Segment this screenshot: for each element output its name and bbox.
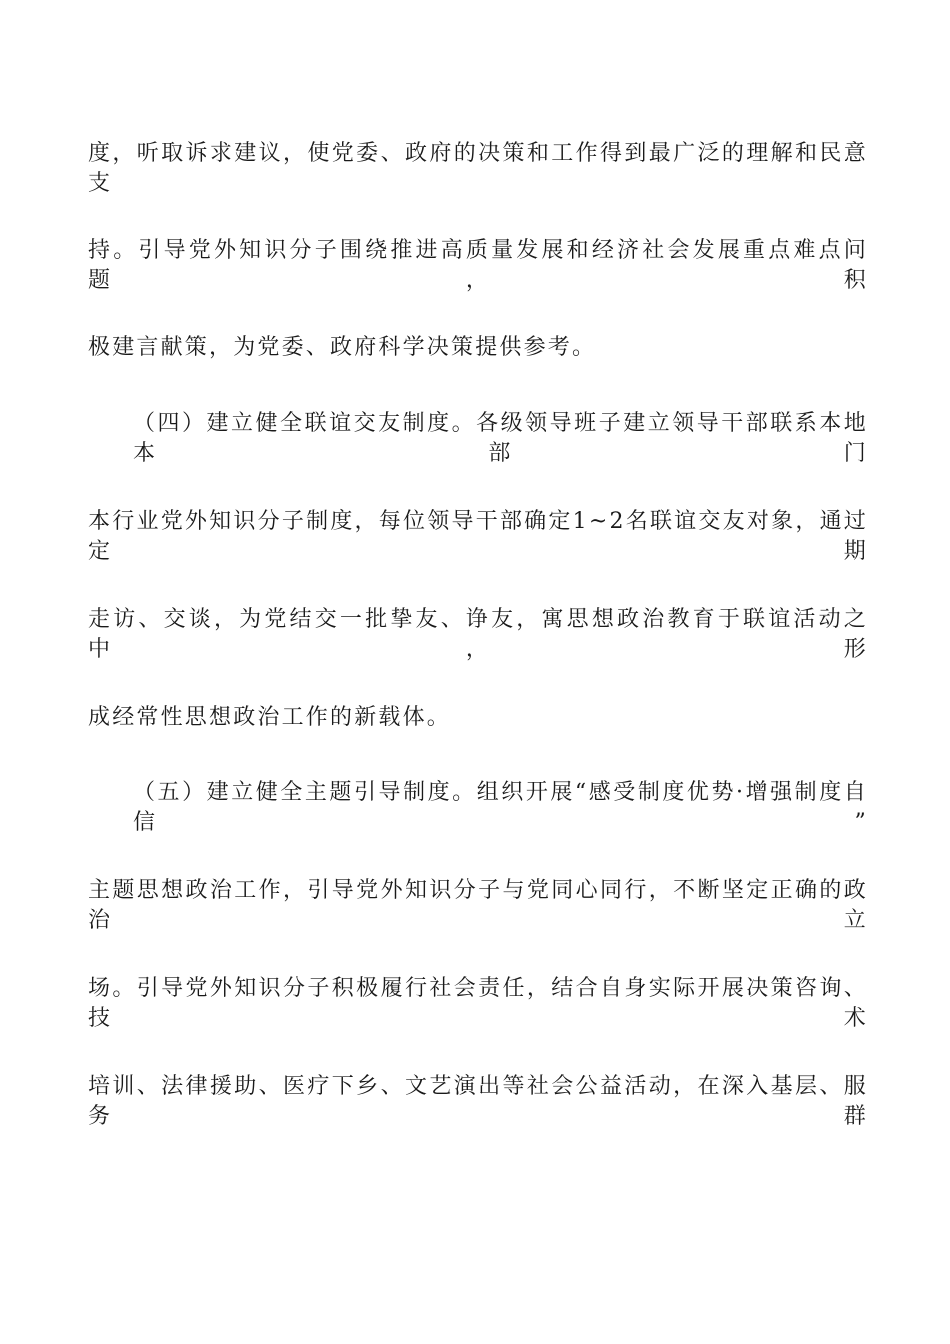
paragraph-line: 极建言献策，为党委、政府科学决策提供参考。 — [88, 335, 597, 360]
paragraph-line: 走访、交谈，为党结交一批挚友、诤友，寓思想政治教育于联谊活动之中，形 — [88, 607, 868, 662]
paragraph-line: 成经常性思想政治工作的新载体。 — [88, 705, 452, 730]
section-heading-line: （四）建立健全联谊交友制度。各级领导班子建立领导干部联系本地本部门 — [133, 411, 868, 466]
section-heading-line: （五）建立健全主题引导制度。组织开展“感受制度优势·增强制度自信” — [133, 780, 868, 835]
paragraph-line: 场。引导党外知识分子积极履行社会责任，结合自身实际开展决策咨询、技术 — [88, 976, 868, 1031]
paragraph-line: 主题思想政治工作，引导党外知识分子与党同心同行，不断坚定正确的政治立 — [88, 878, 868, 933]
paragraph-line: 持。引导党外知识分子围绕推进高质量发展和经济社会发展重点难点问题，积 — [88, 238, 868, 293]
paragraph-line: 度，听取诉求建议，使党委、政府的决策和工作得到最广泛的理解和民意支 — [88, 141, 868, 196]
paragraph-line: 本行业党外知识分子制度，每位领导干部确定1~2名联谊交友对象，通过定期 — [88, 509, 868, 564]
paragraph-line: 培训、法律援助、医疗下乡、文艺演出等社会公益活动，在深入基层、服务群 — [88, 1074, 868, 1129]
